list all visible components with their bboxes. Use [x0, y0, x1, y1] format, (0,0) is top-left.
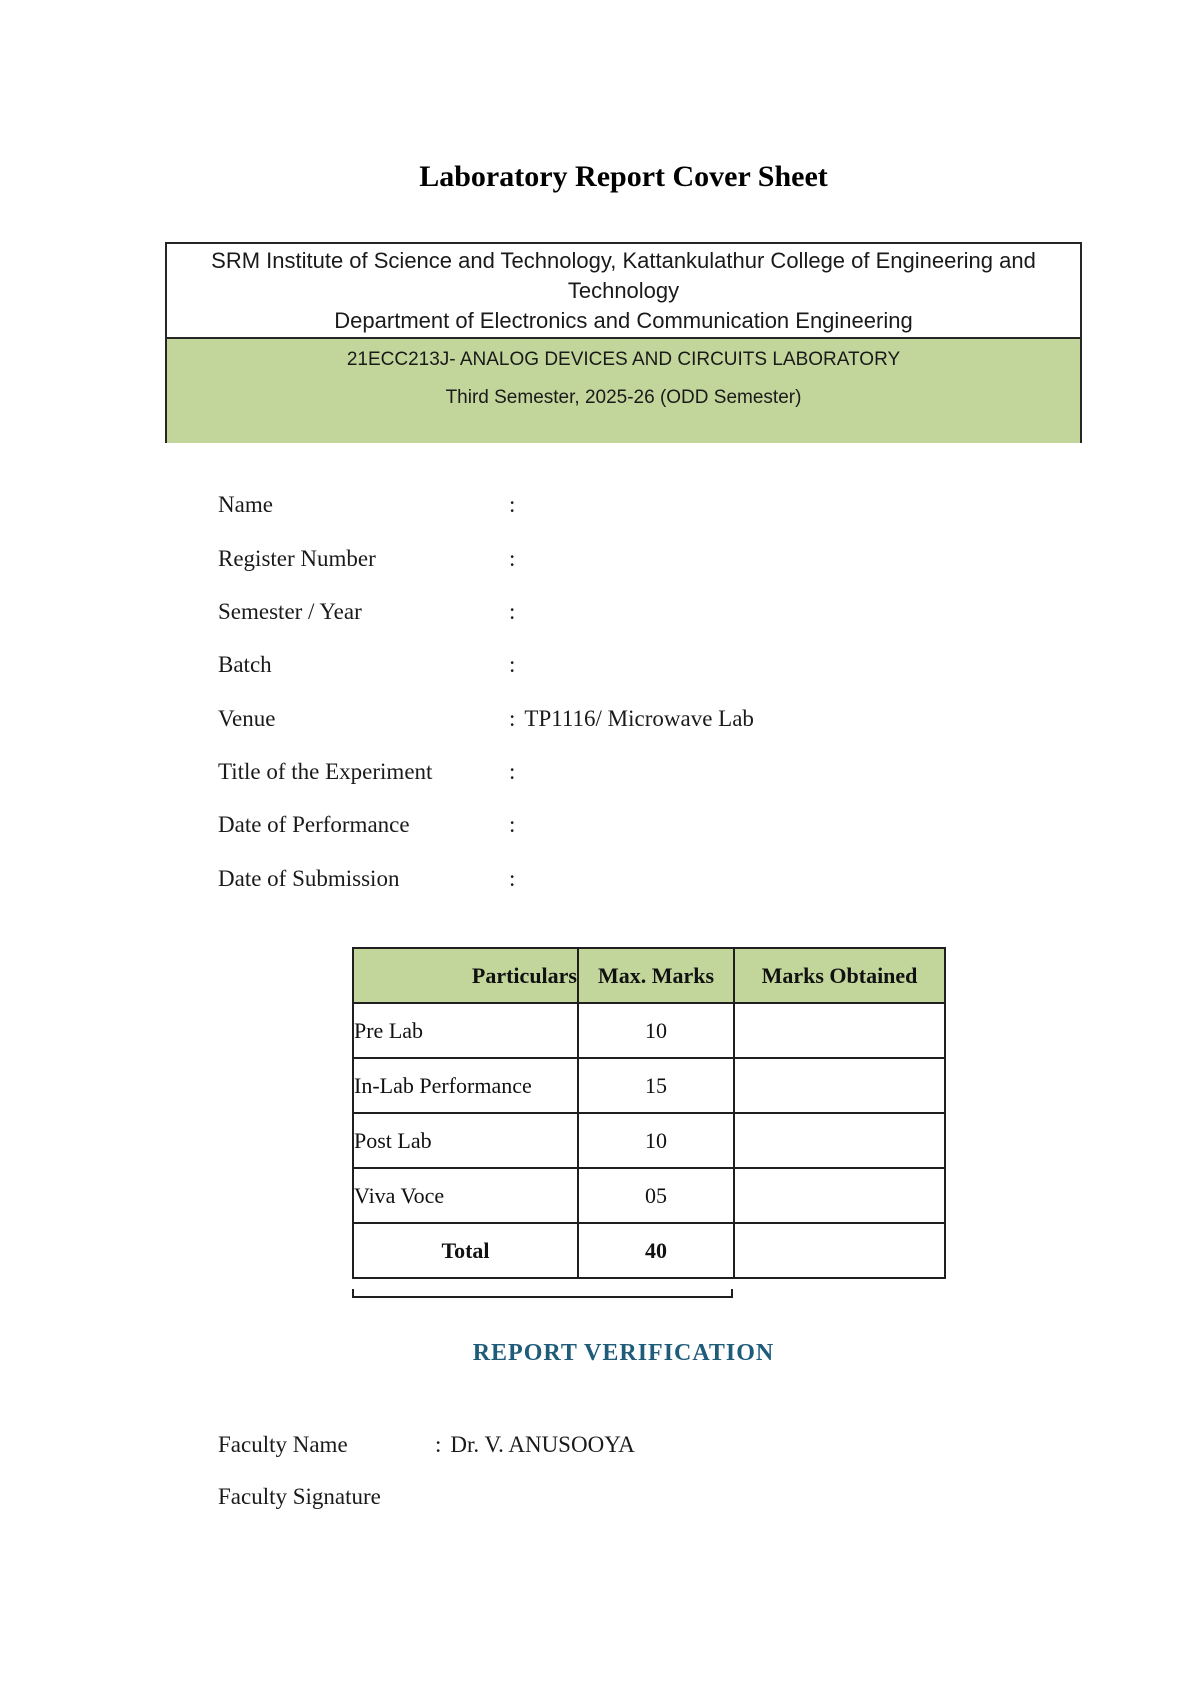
particular-cell: Pre Lab [353, 1003, 578, 1058]
marks-table [352, 947, 946, 1279]
table-row [353, 1168, 945, 1223]
marks-table-header-row [353, 948, 945, 1003]
field-value: Dr. V. ANUSOOYA [450, 1432, 635, 1457]
field-colon: : [509, 492, 516, 517]
marks-obtained-cell [734, 1003, 945, 1058]
max-marks-cell: 10 [578, 1113, 734, 1168]
field-row-date-of-submission [195, 840, 524, 918]
particular-cell: Viva Voce [353, 1168, 578, 1223]
field-colon: : [509, 706, 516, 731]
field-colon: : [509, 866, 516, 891]
table-row-total [353, 1223, 945, 1278]
marks-obtained-cell [734, 1113, 945, 1168]
course-title: 21ECC213J- ANALOG DEVICES AND CIRCUITS LABORATORY [346, 349, 901, 370]
page-title: Laboratory Report Cover Sheet [419, 160, 828, 193]
total-max-marks-cell: 40 [578, 1223, 734, 1278]
field-label: Date of Performance [218, 812, 410, 837]
column-header-marks-obtained: Marks Obtained [734, 948, 945, 1003]
table-continuation-fragment [352, 1289, 733, 1298]
field-label: Faculty Name [218, 1432, 348, 1457]
particular-cell: In-Lab Performance [353, 1058, 578, 1113]
table-row [353, 1058, 945, 1113]
particular-cell: Post Lab [353, 1113, 578, 1168]
max-marks-cell: 10 [578, 1003, 734, 1058]
field-label: Semester / Year [218, 599, 362, 624]
field-label: Faculty Signature [218, 1484, 381, 1509]
field-colon: : [509, 546, 516, 571]
table-row [353, 1113, 945, 1168]
total-marks-obtained-cell [734, 1223, 945, 1278]
max-marks-cell: 05 [578, 1168, 734, 1223]
max-marks-cell: 15 [578, 1058, 734, 1113]
field-row-faculty-signature [195, 1458, 444, 1536]
field-colon: : [509, 599, 516, 624]
field-colon: : [509, 652, 516, 677]
field-label: Name [218, 492, 273, 517]
institution-name: SRM Institute of Science and Technology, Kattankulathur College of Engineering and Technology [211, 248, 1036, 303]
marks-obtained-cell [734, 1058, 945, 1113]
column-header-max-marks: Max. Marks [578, 948, 734, 1003]
field-label: Venue [218, 706, 276, 731]
field-label: Register Number [218, 546, 376, 571]
institution-header-white-band [167, 244, 1080, 337]
column-header-particulars: Particulars [353, 948, 578, 1003]
institution-header-box [165, 242, 1082, 443]
table-row [353, 1003, 945, 1058]
department-name: Department of Electronics and Communication Engineering [334, 308, 913, 333]
field-colon: : [435, 1432, 442, 1457]
field-colon: : [509, 812, 516, 837]
course-banner [167, 337, 1080, 443]
field-label: Title of the Experiment [218, 759, 433, 784]
field-label: Date of Submission [218, 866, 400, 891]
report-verification-heading: REPORT VERIFICATION [472, 1340, 775, 1366]
field-value: TP1116/ Microwave Lab [524, 706, 754, 731]
field-colon: : [509, 759, 516, 784]
semester-line: Third Semester, 2025-26 (ODD Semester) [445, 387, 802, 408]
marks-obtained-cell [734, 1168, 945, 1223]
field-label: Batch [218, 652, 272, 677]
total-label-cell: Total [353, 1223, 578, 1278]
